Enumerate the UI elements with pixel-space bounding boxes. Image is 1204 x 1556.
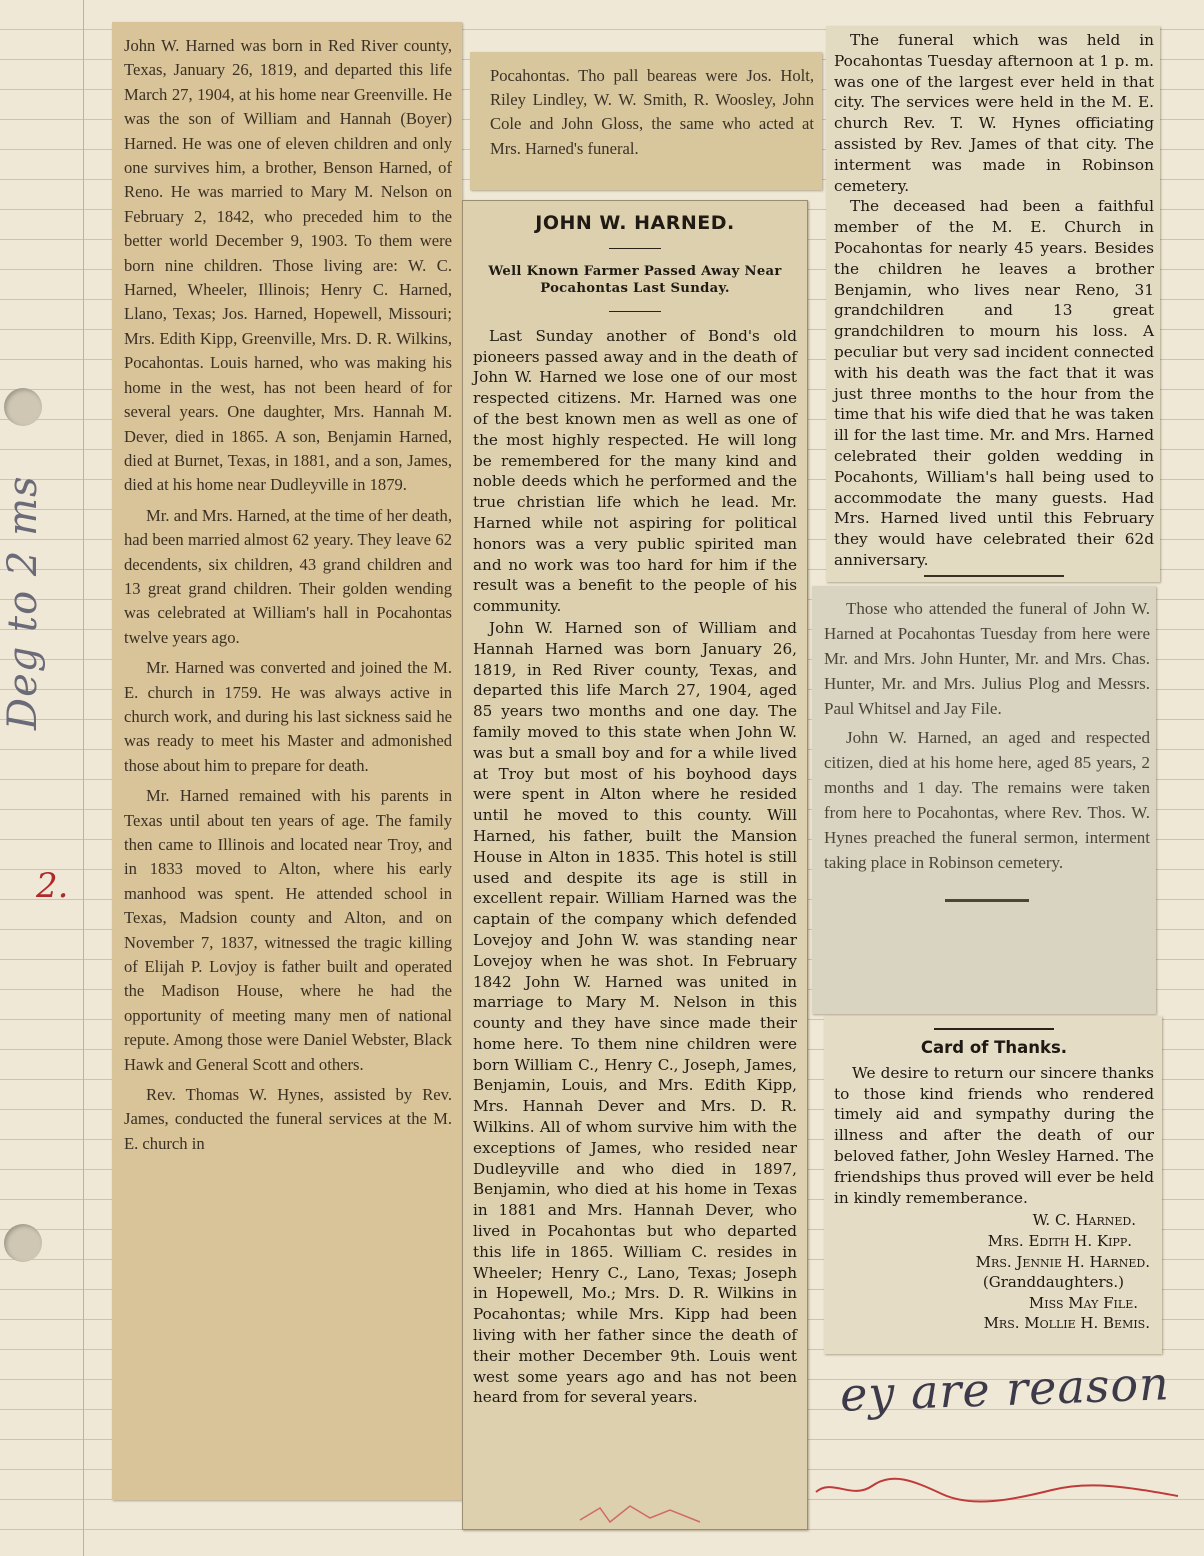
- attendees-clipping: [812, 586, 1156, 1014]
- subheadline: Well Known Farmer Passed Away Near Pocahontas Last Sunday.: [488, 263, 782, 296]
- headline: JOHN W. HARNED.: [535, 212, 735, 234]
- clipping-end-rule: [924, 575, 1064, 577]
- obituary-paragraph: Mr. and Mrs. Harned, at the time of her death, had been married almost 62 yeary. They leave 62 decendents, six children, 43 grand children and 13 great grand children. Their golden wending was celebrated at William's hall in Pocahontas twelve years ago.: [124, 505, 452, 647]
- card-heading: Card of Thanks.: [920, 1038, 1068, 1057]
- handwritten-side-note: Deg to 2 ms: [0, 475, 46, 730]
- signer: (Granddaughters.): [982, 1273, 1124, 1292]
- handwritten-note-bottom: ey are reason: [839, 1356, 1171, 1422]
- obituary-clipping-center: [462, 200, 808, 1530]
- punch-hole-bottom: [4, 1224, 42, 1262]
- red-ink-scrawl: [812, 1470, 1182, 1510]
- card-top-rule: [934, 1028, 1054, 1030]
- obituary-paragraph: Mr. Harned was converted and joined the M. E. church in 1759. He was always active in church work, and during his last sickness said he was ready to meet his Master and admonished those about him to prepare for death.: [124, 658, 452, 775]
- red-ink-mark-bottom: [460, 1500, 790, 1530]
- funeral-paragraph: The funeral which was held in Pocahontas Tuesday afternoon at 1 p. m. was one of the largest ever held in that city. The services were held in the M. E. church Rev. T. W. Hynes officiating assisted by Rev. James of that city. The interment was made in Robinson cemetery.: [834, 31, 1154, 195]
- article-paragraph: John W. Harned son of William and Hannah Harned was born January 26, 1819, in Red River county, Texas, and departed this life March 27, 1904, aged 85 years two months and one day. The family moved to this state when John W. was but a small boy and for a while lived at Troy but most of his boyhood days were spent in Alton where he resided until he moved to this county. Will Harned, his father, built the Mansion House in Alton in 1835. This hotel is still used and despite its age is still in excellent repair. William Harned was the captain of the company which defended Lovejoy and John W. was standing near Lovejoy when he was shot. In February 1842 John W. Harned was united in marriage to Mary M. Nelson in this county and they have since made their home here. To them nine children were born William C., Henry C., Joseph, James, Benjamin, Louis, and Mrs. Edith Kipp, Mrs. Hannah Dever and Mrs. D. R. Wilkins. All of whom survive him with the exceptions of James, who resided near Dudleyville and who died in 1897, Benjamin, who died at his home in Texas in 1881 and Mrs. Hannah Dever, who lived in Pocahontas but who departed this life in 1865. William C. resides in Wheeler; Henry C., Lano, Texas; Joseph in Hopewell, Mo.; Mrs. D. R. Wilkins in Pocahontas; while Mrs. Kipp had been living with her father since the death of their mother December 9th. Louis went west some years ago and has not been heard from for several years.: [473, 618, 797, 1407]
- subheadline-rule: [609, 311, 661, 312]
- handwritten-red-mark: 2.: [36, 866, 69, 906]
- funeral-paragraph: The deceased had been a faithful member of the M. E. Church in Pocahontas for nearly 45 years. Besides the children he leaves a brother Benjamin, who lives near Reno, 31 grandchildren and 13 great grandchildren to mourn his loss. A peculiar but very sad incident connected with his death was the fact that it was just three months to the hour from the time that his wife died that he was taken ill for the last time. Mr. and Mrs. Harned celebrated their golden wedding in Pocahonts, William's hall being used to accommodate the many guests. Had Mrs. Harned lived until this February they would have celebrated their 62d anniversary.: [834, 197, 1154, 569]
- signer: Mrs. Mollie H. Bemis.: [983, 1314, 1150, 1333]
- obituary-paragraph: John W. Harned was born in Red River county, Texas, January 26, 1819, and departed this life March 27, 1904, at his home near Greenville. He was the son of William and Hannah (Boyer) Harned. He was one of eleven children and only one survives him, a brother, Benson Harned, of Reno. He was married to Mary M. Nelson on February 2, 1842, who preceded him to the better world December 9, 1903. To them were born nine children. Those living are: W. C. Harned, Wheeler, Illinois; Henry C. Harned, Llano, Texas; Jos. Harned, Hopewell, Missouri; Mrs. Edith Kipp, Greenville, Mrs. D. R. Wilkins, Pocahontas. Louis harned, who was making his home in the west, has not been heard of for several years. One daughter, Mrs. Hannah M. Dever, died in 1865. A son, Benjamin Harned, died at Burnet, Texas, in 1881, and a son, James, died at his home near Dudleyville in 1879.: [124, 36, 452, 495]
- margin-line: [83, 0, 84, 1556]
- signer: Mrs. Edith H. Kipp.: [987, 1231, 1132, 1250]
- funeral-clipping-right: [826, 26, 1160, 582]
- pallbearers-text: Pocahontas. Tho pall beareas were Jos. Holt, Riley Lindley, W. W. Smith, R. Woosley, John Cole and John Gloss, the same who acted at Mrs. Harned's funeral.: [490, 66, 814, 158]
- pallbearers-clipping: [470, 52, 822, 190]
- attendees-paragraph: John W. Harned, an aged and respected citizen, died at his home here, aged 85 years, 2 months and 1 day. The remains were taken from here to Pocahontas, where Rev. Thos. W. Hynes preached the funeral sermon, interment taking place in Robinson cemetery.: [824, 728, 1150, 872]
- headline-rule: [609, 248, 661, 249]
- obituary-clipping-left: [112, 22, 462, 1500]
- card-body: We desire to return our sincere thanks to those kind friends who rendered timely aid and sympathy during the illness and after the death of our beloved father, John Wesley Harned. The friendships thus proved will ever be held in kindly rememberance.: [834, 1063, 1154, 1207]
- signer: W. C. Harned.: [1032, 1211, 1136, 1230]
- obituary-paragraph: Mr. Harned remained with his parents in Texas until about ten years of age. The family then came to Illinois and located near Troy, and in 1833 moved to Alton, where his early manhood was spent. He attended school in Texas, Madsion county and Alton, and on November 7, 1837, witnessed the tragic killing of Elijah P. Lovjoy is father built and operated the Madison House, where he had the opportunity of meeting many men of national repute. Among those were Daniel Webster, Black Hawk and General Scott and others.: [124, 786, 452, 1074]
- card-of-thanks-clipping: [824, 1016, 1162, 1354]
- article-paragraph: Last Sunday another of Bond's old pioneers passed away and in the death of John W. Harned we lose one of our most respected citizens. Mr. Harned was one of the best known men as well as one of the most highly respected. He will long be remembered for the many kind and noble deeds which he performed and the true christian life which he lead. Mr. Harned while not aspiring for political honors was a very public spirited man and no work was too hard for him if the result was a benefit to the people of his community.: [473, 326, 797, 616]
- signer: Miss May File.: [1028, 1293, 1138, 1312]
- clipping-end-rule: [945, 899, 1029, 902]
- attendees-paragraph: Those who attended the funeral of John W. Harned at Pocahontas Tuesday from here were Mr. and Mrs. John Hunter, Mr. and Mrs. Chas. Hunter, Mr. and Mrs. Julius Plog and Messrs. Paul Whitsel and Jay File.: [824, 599, 1150, 718]
- signer: Mrs. Jennie H. Harned.: [975, 1252, 1150, 1271]
- punch-hole-top: [4, 388, 42, 426]
- card-signers: [834, 1210, 1154, 1334]
- obituary-paragraph: Rev. Thomas W. Hynes, assisted by Rev. James, conducted the funeral services at the M. E. church in: [124, 1085, 452, 1153]
